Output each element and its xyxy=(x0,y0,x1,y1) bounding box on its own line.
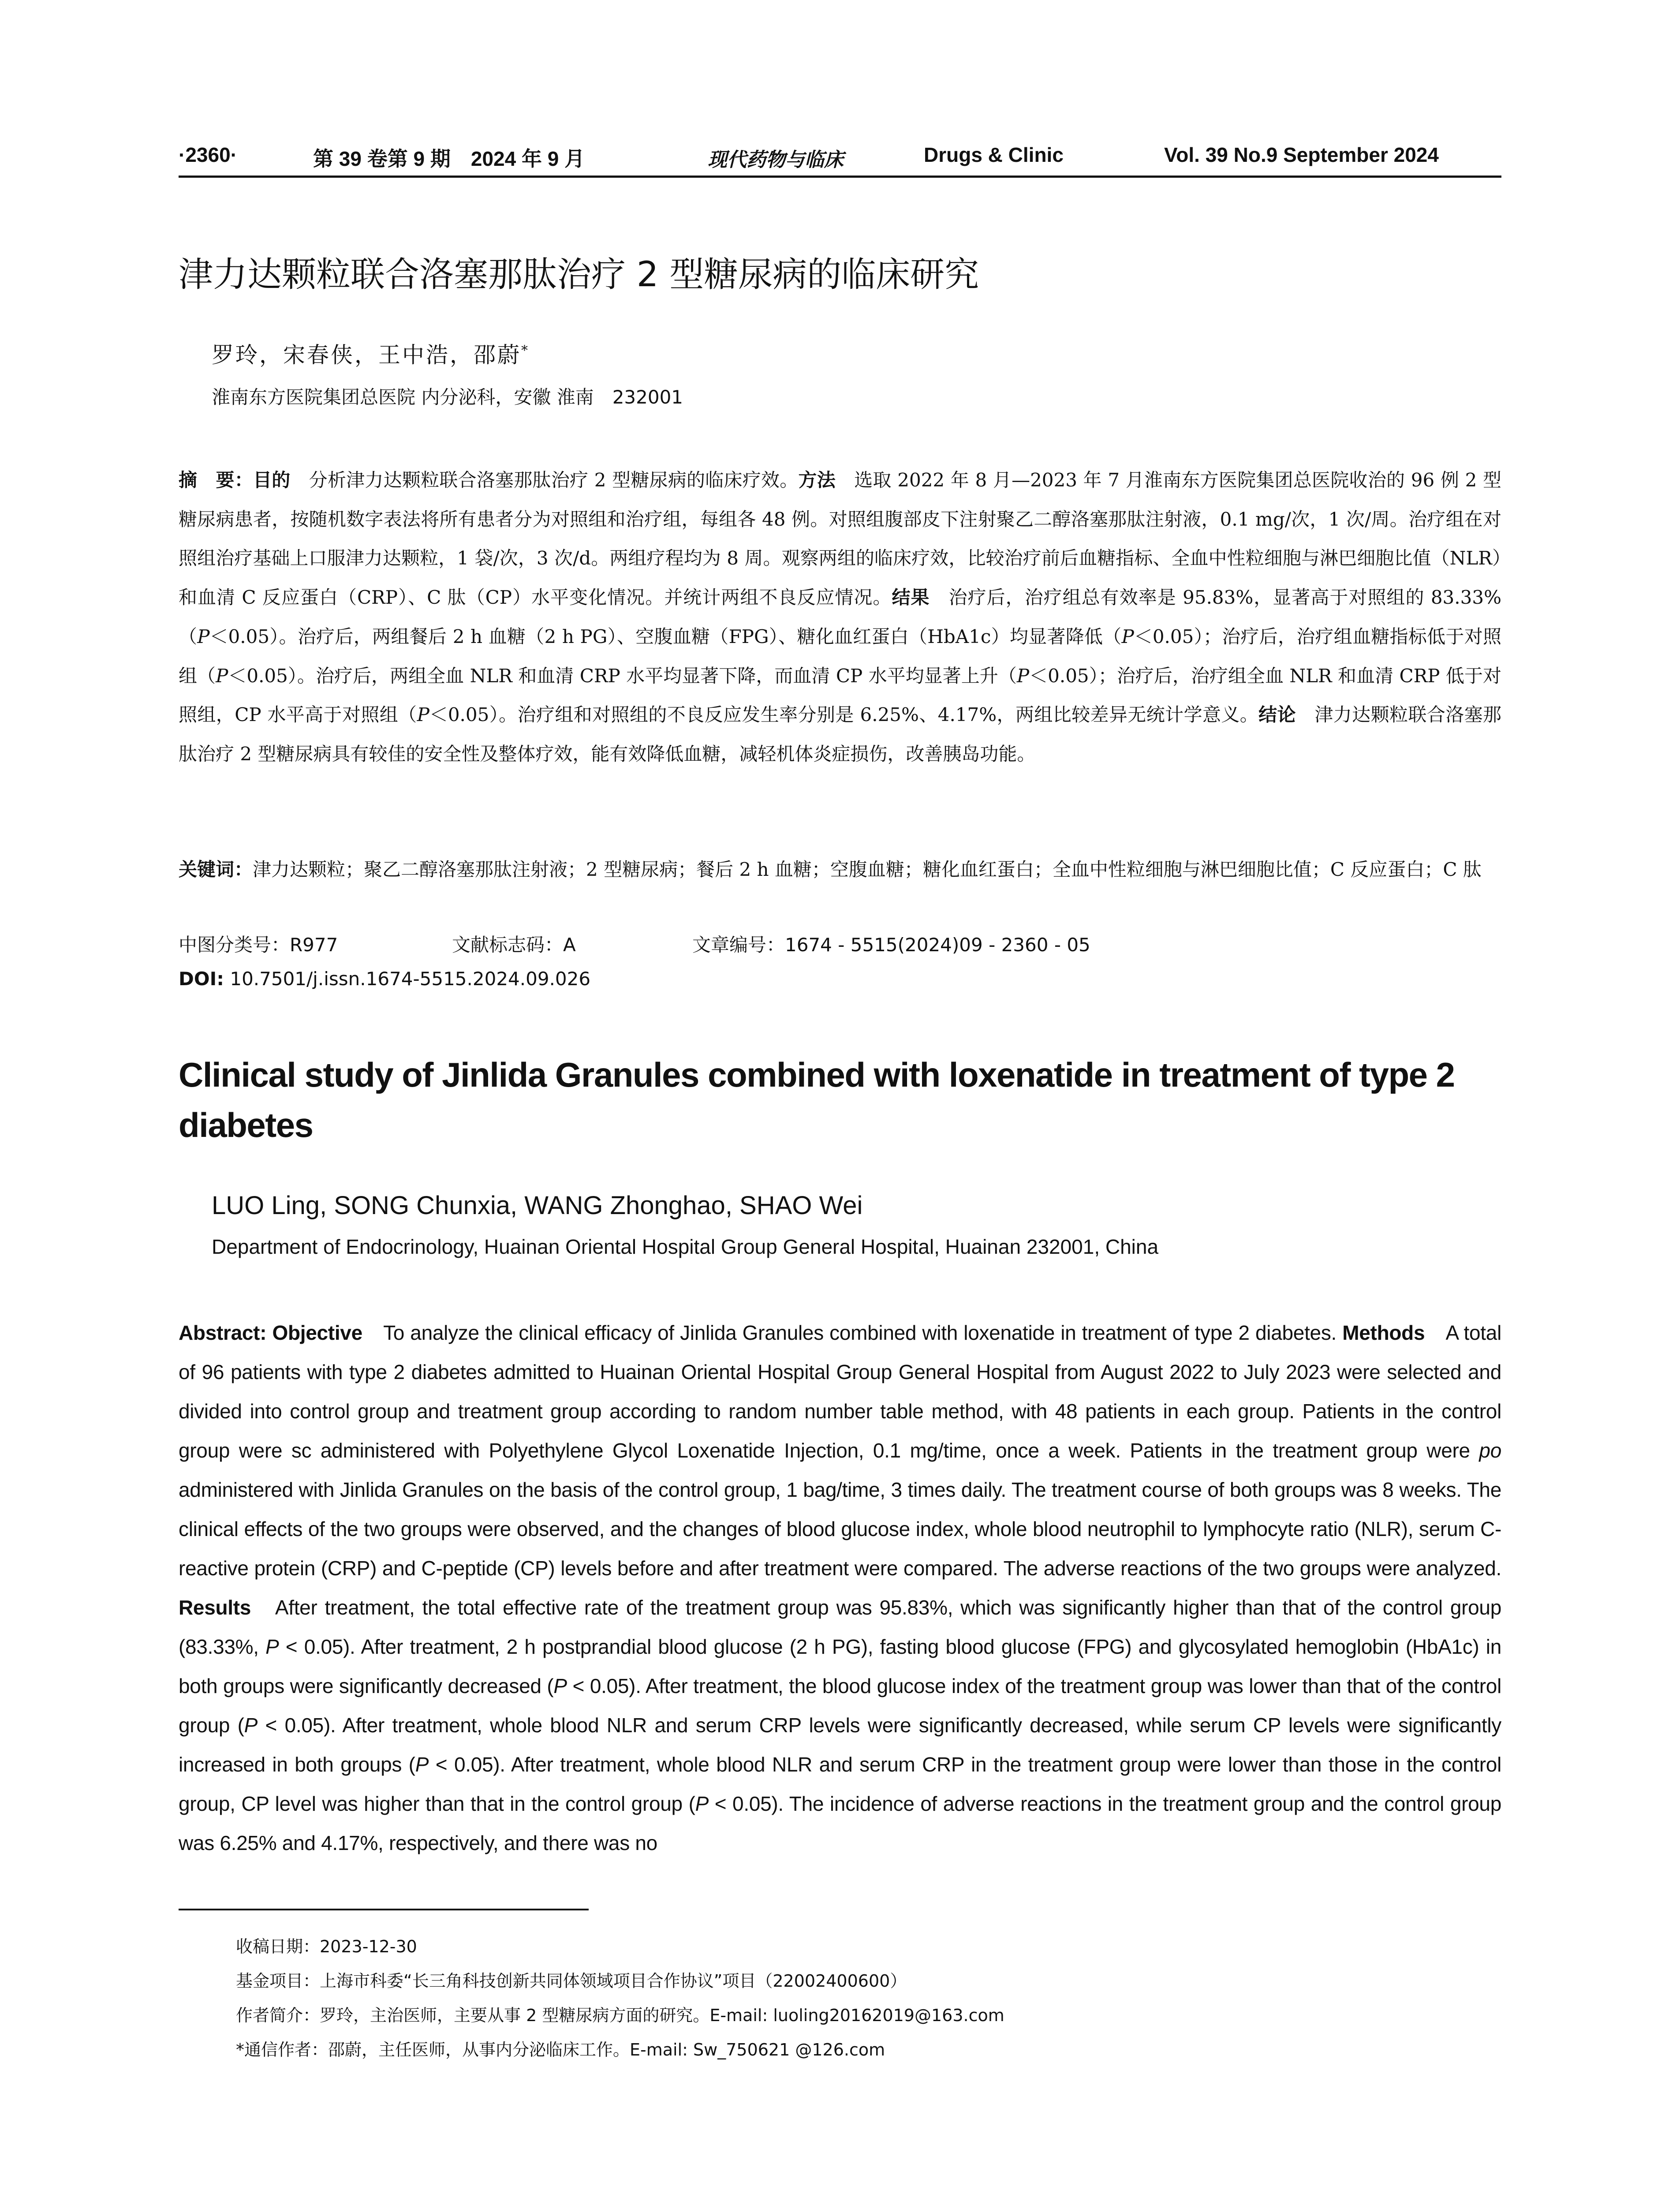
results-en: < 0.05). The incidence of adverse reactions in the treatment group and the control group was 6.25% and 4.17%, respectively, and there was no xyxy=(179,1792,1501,1854)
results-en: After treatment, the total effective rate of the treatment group was 95.83%, which was significantly higher than that of the control group (83.33%, xyxy=(179,1596,1501,1658)
corresponding-mark: * xyxy=(521,343,530,359)
document-code: 文献标志码：A xyxy=(452,934,576,956)
methods-cn: 选取 2022 年 8 月—2023 年 7 月淮南东方医院集团总医院收治的 96 例 2 型糖尿病患者，按随机数字表法将所有患者分为对照组和治疗组，每组各 48 例。对照组腹部皮下注射聚乙二醇洛塞那肽注射液，0.1 mg/次，1 次/周。治疗组在对照组治疗基础上口服津力达颗粒，1 袋/次，3 次/d。两组疗程均为 8 周。观察两组的临床疗效，比较治疗前后血糖指标、全血中性粒细胞与淋巴细胞比值（NLR）和血清 C 反应蛋白（CRP）、C 肽（CP）水平变化情况。并统计两组不良反应情况。 xyxy=(179,469,1501,609)
authors-cn xyxy=(212,337,530,369)
methods-en: A total of 96 patients with type 2 diabetes admitted to Huainan Oriental Hospital Group General Hospital from August 2022 to July 2023 were selected and divided into control group and treatment group according to random number table method, with 48 patients in each group. Patients in the control group were sc administered with Polyethylene Glycol Loxenatide Injection, 0.1 mg/time, once a week. Patients in the treatment group were xyxy=(179,1321,1501,1462)
title-en: Clinical study of Jinlida Granules combined with loxenatide in treatment of type 2 diabetes xyxy=(179,1055,1455,1144)
footnotes xyxy=(236,1929,1004,2067)
header-page-number: ·2360· xyxy=(179,143,237,166)
keywords-cn-text: 津力达颗粒；聚乙二醇洛塞那肽注射液；2 型糖尿病；餐后 2 h 血糖；空腹血糖；糖化血红蛋白；全血中性粒细胞与淋巴细胞比值；C 反应蛋白；C 肽 xyxy=(253,859,1482,880)
po-abbrev: po xyxy=(1479,1439,1501,1462)
p-value-symbol: P xyxy=(415,1753,429,1776)
p-value-symbol: P xyxy=(1121,625,1134,647)
p-value-symbol: P xyxy=(1016,665,1030,687)
results-cn: ＜0.05）；治疗后，治疗组血糖指标低于对照组（ xyxy=(179,625,1501,687)
footnote-author-bio: 作者简介：罗玲，主治医师，主要从事 2 型糖尿病方面的研究。E-mail: luoling20162019@163.com xyxy=(236,2006,1004,2025)
p-value-symbol: P xyxy=(417,704,429,726)
footnote-received: 收稿日期：2023-12-30 xyxy=(236,1937,417,1956)
objective-cn: 分析津力达颗粒联合洛塞那肽治疗 2 型糖尿病的临床疗效。 xyxy=(290,469,799,491)
header-journal-cn: 现代药物与临床 xyxy=(708,149,844,171)
objective-label-cn: 目的 xyxy=(253,469,291,491)
methods-en: administered with Jinlida Granules on the basis of the control group, 1 bag/time, 3 times daily. The treatment course of both groups was 8 weeks. The clinical effects of the two groups were observed, and the changes of blood glucose index, whole blood neutrophil to lymphocyte ratio (NLR), serum C-reactive protein (CRP) and C-peptide (CP) levels before and after treatment were compared. The adverse reactions of the two groups were analyzed. xyxy=(179,1478,1501,1580)
results-label-cn: 结果 xyxy=(892,587,930,609)
affiliation-cn: 淮南东方医院集团总医院 内分泌科，安徽 淮南 232001 xyxy=(212,386,683,408)
results-en: < 0.05). After treatment, the blood glucose index of the treatment group was lower than that of the control group ( xyxy=(179,1674,1502,1737)
p-value-symbol: P xyxy=(553,1674,567,1697)
conclusion-label-cn: 结论 xyxy=(1258,704,1296,726)
affiliation-en: Department of Endocrinology, Huainan Oriental Hospital Group General Hospital, Huainan 232001, China xyxy=(212,1235,1159,1258)
p-value-symbol: P xyxy=(695,1792,709,1815)
p-value-symbol: P xyxy=(197,625,210,647)
conclusion-cn: 津力达颗粒联合洛塞那肽治疗 2 型糖尿病具有较佳的安全性及整体疗效，能有效降低血糖，减轻机体炎症损伤，改善胰岛功能。 xyxy=(179,704,1501,765)
title-cn: 津力达颗粒联合洛塞那肽治疗 2 型糖尿病的临床研究 xyxy=(179,255,979,295)
article-number: 文章编号：1674 - 5515(2024)09 - 2360 - 05 xyxy=(692,934,1090,956)
results-cn: ＜0.05）；治疗后，治疗组全血 NLR 和血清 CRP 低于对照组，CP 水平高于对照组（ xyxy=(179,665,1501,726)
abstract-en-label: Abstract: xyxy=(179,1321,267,1344)
objective-en: To analyze the clinical efficacy of Jinlida Granules combined with loxenatide in treatment of type 2 diabetes. xyxy=(362,1321,1343,1344)
results-cn: ＜0.05）。治疗后，两组餐后 2 h 血糖（2 h PG）、空腹血糖（FPG）、糖化血红蛋白（HbA1c）均显著降低（ xyxy=(209,625,1122,647)
results-cn: 治疗后，治疗组总有效率是 95.83%，显著高于对照组的 83.33%（ xyxy=(179,587,1501,647)
doi-line xyxy=(179,968,590,990)
p-value-symbol: P xyxy=(244,1714,258,1737)
header-issue-en: Vol. 39 No.9 September 2024 xyxy=(1164,143,1439,166)
footnote-fund: 基金项目：上海市科委“长三角科技创新共同体领域项目合作协议”项目（22002400600） xyxy=(236,1971,907,1991)
doi-link[interactable]: 10.7501/j.issn.1674-5515.2024.09.026 xyxy=(224,968,591,990)
results-cn: ＜0.05）。治疗后，两组全血 NLR 和血清 CRP 水平均显著下降，而血清 CP 水平均显著上升（ xyxy=(228,665,1017,687)
classification-row xyxy=(179,931,1501,957)
results-label-en: Results xyxy=(179,1596,251,1619)
abstract-en xyxy=(179,1313,1501,1863)
authors-cn-names: 罗玲，宋春侠，王中浩，邵蔚 xyxy=(212,342,521,368)
header-issue-cn: 第 39 卷第 9 期 2024 年 9 月 xyxy=(313,147,585,170)
p-value-symbol: P xyxy=(265,1635,279,1658)
methods-label-cn: 方法 xyxy=(798,469,836,491)
clc-number: 中图分类号：R977 xyxy=(179,934,338,956)
results-en: < 0.05). After treatment, whole blood NLR and serum CRP in the treatment group were lower than those in the control group, CP level was higher than that in the control group ( xyxy=(179,1753,1502,1815)
doi-label: DOI: xyxy=(179,968,224,990)
abstract-cn-label: 摘 要： xyxy=(179,469,253,491)
header-journal-en: Drugs & Clinic xyxy=(924,143,1064,166)
running-header xyxy=(179,140,1501,176)
header-rule xyxy=(179,176,1501,178)
results-en: < 0.05). After treatment, whole blood NLR and serum CRP levels were significantly decreased, while serum CP levels were significantly increased in both groups ( xyxy=(179,1714,1502,1776)
keywords-cn xyxy=(179,850,1501,889)
footnote-rule xyxy=(179,1909,589,1910)
keywords-cn-label: 关键词： xyxy=(179,859,253,880)
results-cn: ＜0.05）。治疗组和对照组的不良反应发生率分别是 6.25%、4.17%，两组比较差异无统计学意义。 xyxy=(429,704,1259,726)
results-en: < 0.05). After treatment, 2 h postprandial blood glucose (2 h PG), fasting blood glucose (FPG) and glycosylated hemoglobin (HbA1c) in both groups were significantly decreased ( xyxy=(179,1635,1501,1697)
abstract-cn xyxy=(179,461,1501,774)
authors-en: LUO Ling, SONG Chunxia, WANG Zhonghao, SHAO Wei xyxy=(212,1191,863,1220)
objective-label-en: Objective xyxy=(272,1321,362,1344)
methods-label-en: Methods xyxy=(1342,1321,1425,1344)
p-value-symbol: P xyxy=(216,665,228,687)
footnote-corresponding: *通信作者：邵蔚，主任医师，从事内分泌临床工作。E-mail: Sw_750621 @126.com xyxy=(236,2040,885,2059)
